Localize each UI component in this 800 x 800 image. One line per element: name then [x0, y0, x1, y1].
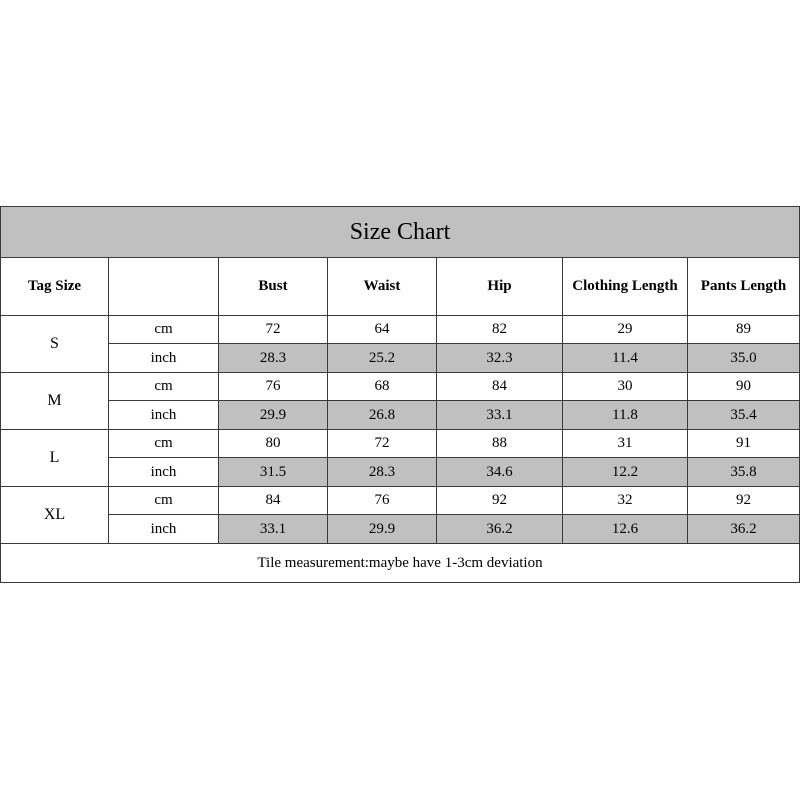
chart-title: Size Chart: [1, 207, 800, 258]
value-cell: 29: [563, 316, 688, 344]
value-cell: 91: [688, 430, 800, 458]
value-cell: 84: [219, 487, 328, 515]
header-unit: [109, 258, 219, 316]
value-cell: 80: [219, 430, 328, 458]
value-cell: 35.0: [688, 344, 800, 373]
value-cell: 25.2: [328, 344, 437, 373]
size-row-s-cm: [1, 316, 800, 344]
header-clothing-length: Clothing Length: [563, 258, 688, 316]
value-cell: 36.2: [437, 515, 563, 544]
size-row-m-inch: [1, 401, 800, 430]
header-bust: Bust: [219, 258, 328, 316]
unit-inch: inch: [109, 344, 219, 373]
value-cell: 92: [437, 487, 563, 515]
value-cell: 82: [437, 316, 563, 344]
value-cell: 33.1: [219, 515, 328, 544]
value-cell: 84: [437, 373, 563, 401]
value-cell: 30: [563, 373, 688, 401]
size-row-l-cm: [1, 430, 800, 458]
value-cell: 28.3: [219, 344, 328, 373]
value-cell: 33.1: [437, 401, 563, 430]
value-cell: 11.8: [563, 401, 688, 430]
value-cell: 35.4: [688, 401, 800, 430]
tag-size-m: M: [1, 373, 109, 430]
header-row: [1, 258, 800, 316]
value-cell: 31.5: [219, 458, 328, 487]
unit-inch: inch: [109, 515, 219, 544]
title-row: [1, 207, 800, 258]
value-cell: 32.3: [437, 344, 563, 373]
unit-cm: cm: [109, 487, 219, 515]
size-row-m-cm: [1, 373, 800, 401]
header-hip: Hip: [437, 258, 563, 316]
size-row-xl-cm: [1, 487, 800, 515]
tag-size-xl: XL: [1, 487, 109, 544]
size-row-l-inch: [1, 458, 800, 487]
size-row-xl-inch: [1, 515, 800, 544]
value-cell: 28.3: [328, 458, 437, 487]
unit-cm: cm: [109, 316, 219, 344]
value-cell: 92: [688, 487, 800, 515]
note-row: [1, 544, 800, 583]
value-cell: 26.8: [328, 401, 437, 430]
value-cell: 31: [563, 430, 688, 458]
unit-cm: cm: [109, 373, 219, 401]
unit-inch: inch: [109, 458, 219, 487]
value-cell: 68: [328, 373, 437, 401]
tag-size-l: L: [1, 430, 109, 487]
value-cell: 88: [437, 430, 563, 458]
measurement-note: Tile measurement:maybe have 1-3cm deviation: [1, 544, 800, 583]
value-cell: 64: [328, 316, 437, 344]
value-cell: 29.9: [219, 401, 328, 430]
value-cell: 72: [219, 316, 328, 344]
unit-cm: cm: [109, 430, 219, 458]
value-cell: 32: [563, 487, 688, 515]
header-pants-length: Pants Length: [688, 258, 800, 316]
value-cell: 90: [688, 373, 800, 401]
value-cell: 35.8: [688, 458, 800, 487]
value-cell: 76: [219, 373, 328, 401]
value-cell: 34.6: [437, 458, 563, 487]
size-row-s-inch: [1, 344, 800, 373]
value-cell: 11.4: [563, 344, 688, 373]
header-tag-size: Tag Size: [1, 258, 109, 316]
size-chart-table: [0, 206, 800, 583]
value-cell: 36.2: [688, 515, 800, 544]
value-cell: 12.2: [563, 458, 688, 487]
tag-size-s: S: [1, 316, 109, 373]
header-waist: Waist: [328, 258, 437, 316]
unit-inch: inch: [109, 401, 219, 430]
value-cell: 12.6: [563, 515, 688, 544]
value-cell: 72: [328, 430, 437, 458]
value-cell: 76: [328, 487, 437, 515]
value-cell: 29.9: [328, 515, 437, 544]
value-cell: 89: [688, 316, 800, 344]
